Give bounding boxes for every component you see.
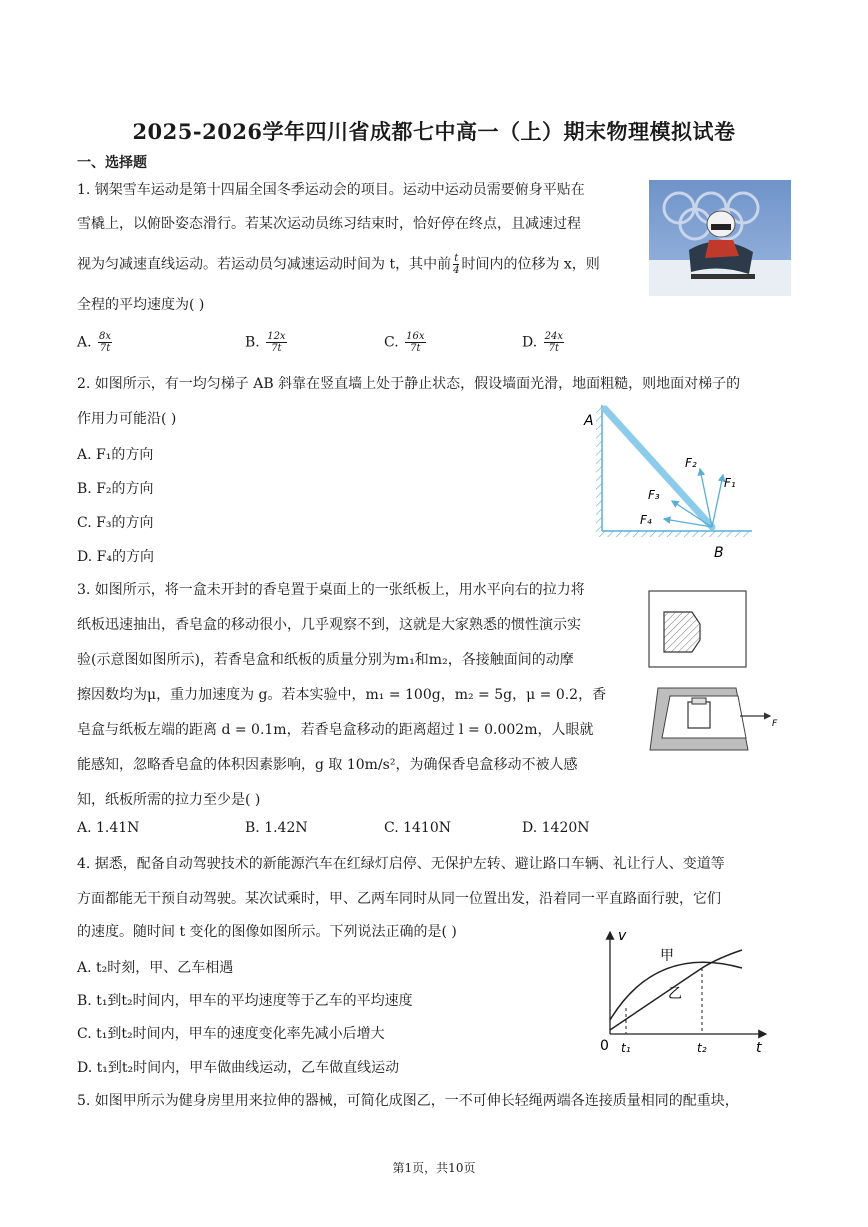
- q1-line-1: 1. 钢架雪车运动是第十四届全国冬季运动会的项目。运动中运动员需要俯身平贴在: [77, 182, 585, 198]
- q3-line-2: 纸板迅速抽出，香皂盒的移动很小，几乎观察不到，这就是大家熟悉的惯性演示实: [77, 617, 581, 633]
- q4-option-d[interactable]: D. t₁到t₂时间内，甲车做曲线运动，乙车做直线运动: [77, 1060, 400, 1076]
- q3-option-c[interactable]: C. 1410N: [384, 820, 451, 836]
- q3-option-d[interactable]: D. 1420N: [522, 820, 590, 836]
- q1-frac-num: t: [454, 253, 459, 264]
- q1-line-2: 雪橇上，以俯卧姿态滑行。若某次运动员练习结束时，恰好停在终点，且减速过程: [77, 216, 581, 232]
- ladder-force-diagram: [578, 405, 756, 563]
- q3-line-6: 能感知，忽略香皂盒的体积因素影响，g 取 10m/s²，为确保香皂盒移动不被人感: [77, 757, 578, 773]
- skeleton-athlete-photo: [649, 180, 791, 296]
- page-footer: 第1页，共10页: [392, 1161, 476, 1175]
- label-t1: t₁: [621, 1041, 631, 1055]
- q1-option-c-num: 16x: [406, 331, 425, 342]
- q2-line-1: 2. 如图所示，有一均匀梯子 AB 斜靠在竖直墙上处于静止状态，假设墙面光滑，地面粗糙，则地面对梯子的: [77, 376, 741, 392]
- q3-line-7: 知，纸板所需的拉力至少是( ): [77, 792, 261, 808]
- q3-option-b[interactable]: B. 1.42N: [245, 820, 308, 836]
- wall-hatch: [596, 405, 602, 537]
- section-heading: 一、选择题: [77, 155, 147, 171]
- label-yi: 乙: [668, 986, 682, 1002]
- arrow-f1: [712, 475, 723, 527]
- q2-option-b[interactable]: B. F₂的方向: [77, 481, 154, 497]
- q1-line-4: 全程的平均速度为( ): [77, 297, 205, 313]
- q4-line-2: 方面都能无干预自动驾驶。某次试乘时，甲、乙两车同时从同一位置出发，沿着同一平直路面行驶，它们: [77, 891, 721, 907]
- label-a: A: [584, 413, 594, 429]
- q1-option-c[interactable]: [384, 331, 428, 354]
- q1-option-d-num: 24x: [544, 331, 564, 342]
- label-t: t: [756, 1040, 762, 1056]
- q3-line-4: 擦因数均为μ，重力加速度为 g。若本实验中，m₁ = 100g，m₂ = 5g，μ = 0.2，香: [77, 687, 607, 703]
- label-f3: F₃: [648, 488, 660, 502]
- q1-option-c-den: 7t: [410, 343, 421, 354]
- q1-option-a-num: 8x: [99, 331, 112, 342]
- q1-option-b-den: 7t: [271, 343, 282, 354]
- q3-line-3: 验(示意图如图所示)，若香皂盒和纸板的质量分别为m₁和m₂，各接触面间的动摩: [77, 652, 574, 668]
- q1-option-d-label: D.: [522, 334, 538, 351]
- q1-frac-den: 4: [453, 265, 460, 276]
- label-f-pull: F: [772, 719, 778, 729]
- label-b: B: [714, 545, 724, 561]
- q4-option-b[interactable]: B. t₁到t₂时间内，甲车的平均速度等于乙车的平均速度: [77, 993, 413, 1009]
- page-title: 2025-2026学年四川省成都七中高一（上）期末物理模拟试卷: [132, 119, 736, 144]
- q1-option-d-frac: [544, 331, 564, 354]
- label-f4: F₄: [640, 513, 652, 527]
- q3-option-a[interactable]: A. 1.41N: [77, 820, 140, 836]
- q1-option-a[interactable]: [77, 331, 114, 354]
- q2-option-c[interactable]: C. F₃的方向: [77, 515, 154, 531]
- label-f1: F₁: [724, 476, 736, 490]
- q2-option-d[interactable]: D. F₄的方向: [77, 549, 154, 565]
- q1-option-c-label: C.: [384, 334, 399, 351]
- q1-line-3: [77, 253, 600, 276]
- q3-line-1: 3. 如图所示，将一盒未开封的香皂置于桌面上的一张纸板上，用水平向右的拉力将: [77, 582, 585, 598]
- velocity-time-graph: [596, 926, 776, 1058]
- soap-box-top-view: [648, 590, 748, 670]
- q2-option-a[interactable]: A. F₁的方向: [77, 447, 154, 463]
- q1-option-a-den: 7t: [99, 343, 111, 354]
- label-jia: 甲: [660, 948, 674, 964]
- q4-line-3: 的速度。随时间 t 变化的图像如图所示。下列说法正确的是( ): [77, 924, 457, 940]
- q1-option-d-den: 7t: [548, 343, 560, 354]
- q1-option-a-label: A.: [77, 334, 92, 351]
- soap-box-pull-diagram: [648, 682, 788, 762]
- q3-line-5: 皂盒与纸板左端的距离 d = 0.1m，若香皂盒移动的距离超过 l = 0.002m，人眼就: [77, 722, 594, 738]
- q1-option-b-num: 12x: [267, 331, 286, 342]
- label-f2: F₂: [685, 456, 697, 470]
- line-yi-part1: [610, 968, 702, 1030]
- q5-line-1: 5. 如图甲所示为健身房里用来拉伸的器械，可简化成图乙，一不可伸长轻绳两端各连接质量相同的配重块，: [77, 1093, 739, 1109]
- line-yi-part2: [702, 950, 742, 968]
- q4-option-a[interactable]: A. t₂时刻，甲、乙车相遇: [77, 960, 234, 976]
- q1-option-c-frac: [405, 331, 425, 354]
- q4-line-1: 4. 据悉，配备自动驾驶技术的新能源汽车在红绿灯启停、无保护左转、避让路口车辆、礼让行人、变道等: [77, 856, 725, 872]
- q1-option-b[interactable]: [245, 331, 289, 354]
- label-v: v: [618, 928, 627, 944]
- ground-hatch: [602, 531, 752, 537]
- q1-fraction: [453, 253, 459, 276]
- q1-option-d[interactable]: [522, 331, 566, 354]
- q1-line-3-text: 视为匀减速直线运动。若运动员匀减速运动时间为 t，其中前: [77, 256, 452, 273]
- q4-option-c[interactable]: C. t₁到t₂时间内，甲车的速度变化率先减小后增大: [77, 1026, 385, 1042]
- q1-line-3b-text: 时间内的位移为 x，则: [461, 256, 600, 273]
- q1-option-b-label: B.: [245, 334, 260, 351]
- label-origin: 0: [600, 1038, 609, 1054]
- label-t2: t₂: [697, 1041, 707, 1055]
- q2-line-2: 作用力可能沿( ): [77, 411, 177, 427]
- q1-option-b-frac: [266, 331, 286, 354]
- q1-option-a-frac: [98, 331, 112, 354]
